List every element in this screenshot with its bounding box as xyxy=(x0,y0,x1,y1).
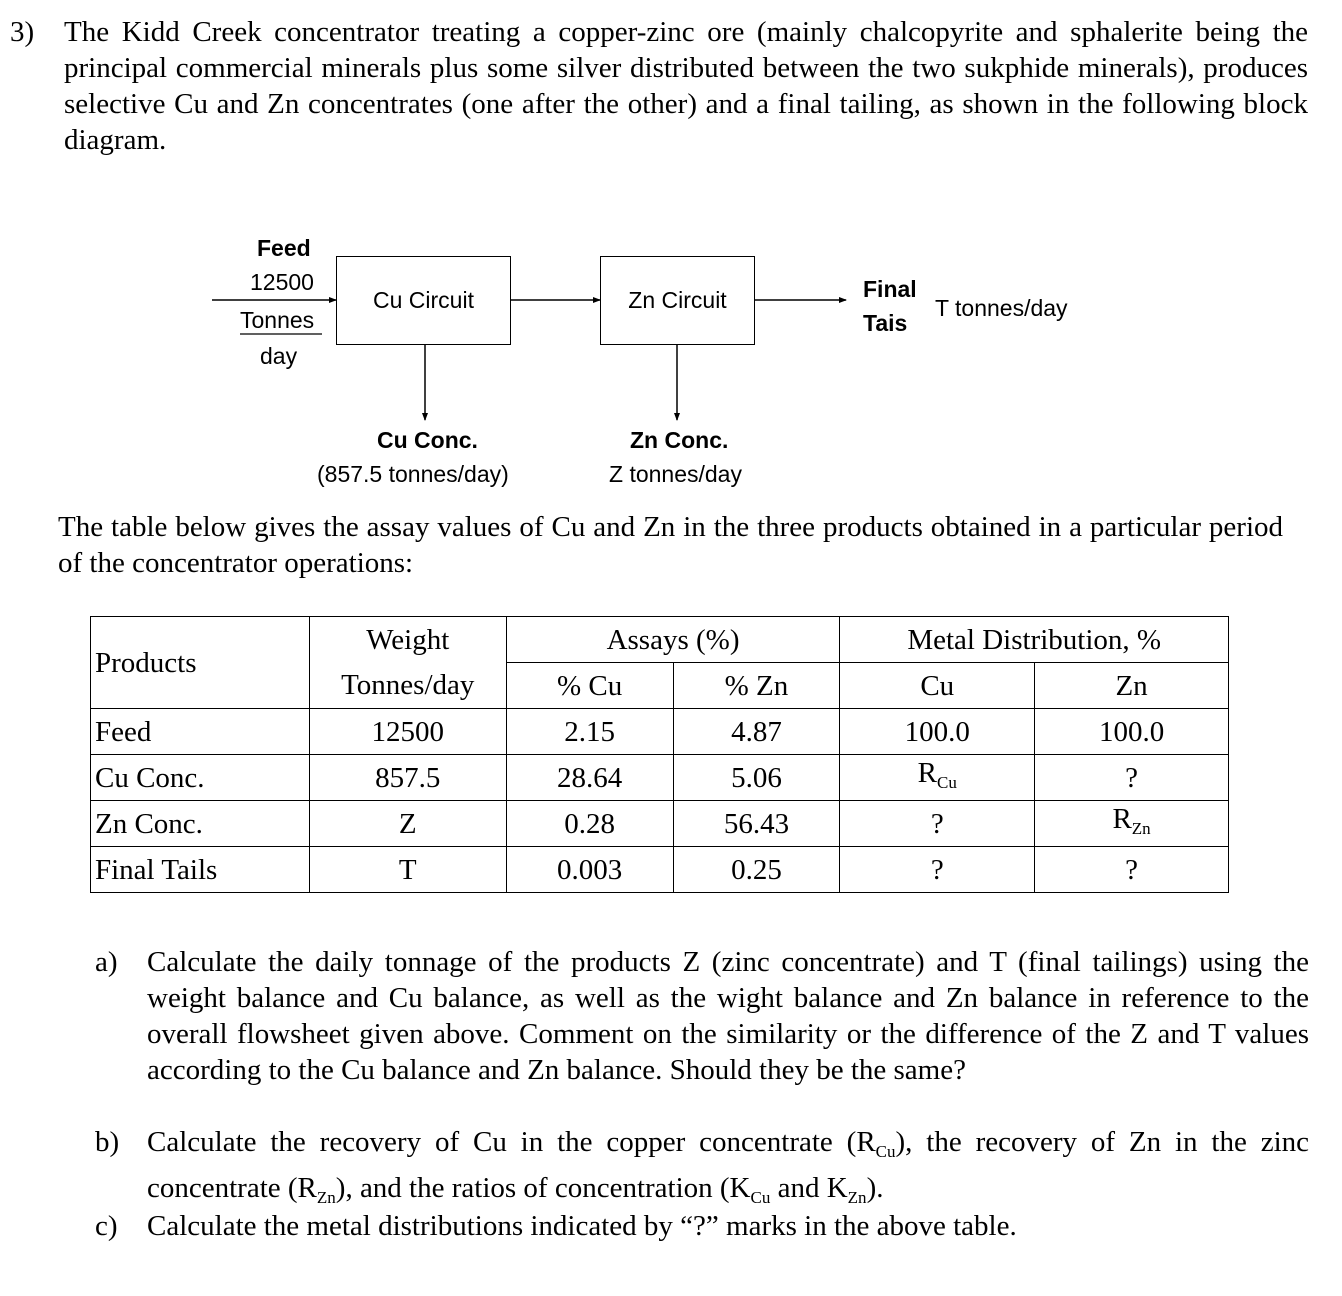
header-dist-zn: Zn xyxy=(1035,663,1229,709)
part-c-text: Calculate the metal distributions indicated by “?” marks in the above table. xyxy=(147,1210,1017,1242)
cell-pct-cu: 0.28 xyxy=(506,801,673,847)
cell-weight: T xyxy=(309,847,506,893)
part-b-subscript: Cu xyxy=(875,1142,896,1161)
header-pct-zn: % Zn xyxy=(673,663,840,709)
part-b-text-segment: and K xyxy=(770,1172,848,1204)
cell-dist-zn: ? xyxy=(1035,847,1229,893)
cell-pct-zn: 0.25 xyxy=(673,847,840,893)
final-tails-label-line1: Final xyxy=(863,276,917,302)
question-intro: The Kidd Creek concentrator treating a copper-zinc ore (mainly chalcopyrite and sphalerite being the principal commercial minerals plus some silver distributed between the two sukphide minerals), produces selective Cu and Zn concentrates (one after the other) and a final tailing, as shown in the following block diagram. xyxy=(64,16,1308,156)
recovery-zn-symbol: R xyxy=(1112,802,1132,835)
part-b-label: b) xyxy=(95,1126,120,1158)
part-b-subscript: Cu xyxy=(750,1188,771,1207)
header-products: Products xyxy=(91,617,310,709)
cell-dist-cu: ? xyxy=(840,847,1035,893)
table-row xyxy=(91,709,1229,755)
feed-value: 12500 xyxy=(250,269,314,295)
cell-dist-zn: ? xyxy=(1035,755,1229,801)
table-intro: The table below gives the assay values of Cu and Zn in the three products obtained in a particular period of the concentrator operations: xyxy=(58,511,1283,579)
cell-pct-cu: 0.003 xyxy=(506,847,673,893)
header-assays: Assays (%) xyxy=(506,617,840,663)
table-row xyxy=(91,755,1229,801)
recovery-cu-symbol: R xyxy=(917,756,937,789)
cu-conc-label: Cu Conc. xyxy=(377,427,478,453)
recovery-cu-subscript: Cu xyxy=(937,772,957,792)
part-b-text-segment: ). xyxy=(866,1172,884,1204)
cu-circuit-label: Cu Circuit xyxy=(373,287,474,313)
cell-weight: Z xyxy=(309,801,506,847)
cell-dist-cu: 100.0 xyxy=(840,709,1035,755)
feed-label: Feed xyxy=(257,235,311,261)
assay-table xyxy=(90,616,1229,893)
part-a-label: a) xyxy=(95,946,118,978)
cell-pct-zn: 4.87 xyxy=(673,709,840,755)
header-weight-unit: Tonnes/day xyxy=(309,663,506,709)
cell-product: Cu Conc. xyxy=(91,755,310,801)
block-diagram xyxy=(0,220,1342,500)
header-weight: Weight xyxy=(309,617,506,663)
cell-product: Final Tails xyxy=(91,847,310,893)
cell-dist-cu xyxy=(840,755,1035,801)
zn-conc-rate: Z tonnes/day xyxy=(609,461,742,487)
question-number: 3) xyxy=(10,16,35,48)
part-c-label: c) xyxy=(95,1210,118,1242)
table-header-row xyxy=(91,617,1229,663)
header-dist-cu: Cu xyxy=(840,663,1035,709)
final-tails-rate: T tonnes/day xyxy=(935,295,1068,321)
cell-pct-cu: 2.15 xyxy=(506,709,673,755)
cell-product: Feed xyxy=(91,709,310,755)
part-b-text xyxy=(147,1124,1309,1216)
cell-weight: 12500 xyxy=(309,709,506,755)
part-b-subscript: Zn xyxy=(847,1188,867,1207)
zn-circuit-label: Zn Circuit xyxy=(628,287,727,313)
cu-conc-rate: (857.5 tonnes/day) xyxy=(317,461,509,487)
part-b-text-segment: Calculate the recovery of Cu in the copper concentrate (R xyxy=(147,1126,876,1158)
cu-circuit-box xyxy=(336,256,511,345)
part-b-text-segment: ), and the ratios of concentration (K xyxy=(335,1172,751,1204)
zn-conc-label: Zn Conc. xyxy=(630,427,729,453)
cell-pct-zn: 56.43 xyxy=(673,801,840,847)
cell-pct-zn: 5.06 xyxy=(673,755,840,801)
recovery-zn-subscript: Zn xyxy=(1131,818,1151,838)
header-pct-cu: % Cu xyxy=(506,663,673,709)
table-row xyxy=(91,847,1229,893)
cell-dist-cu: ? xyxy=(840,801,1035,847)
table-row xyxy=(91,801,1229,847)
cell-dist-zn xyxy=(1035,801,1229,847)
feed-unit-bottom: day xyxy=(260,343,298,369)
feed-unit-top: Tonnes xyxy=(240,307,315,333)
cell-product: Zn Conc. xyxy=(91,801,310,847)
zn-circuit-box xyxy=(600,256,755,345)
part-b-subscript: Zn xyxy=(316,1188,336,1207)
part-a-text: Calculate the daily tonnage of the products Z (zinc concentrate) and T (final tailings) using the weight balance and Cu balance, as well as the wight balance and Zn balance in reference to the overall flowsheet given above. Comment on the similarity or the difference of the Z and T values according to the Cu balance and Zn balance. Should they be the same? xyxy=(147,946,1309,1086)
cell-weight: 857.5 xyxy=(309,755,506,801)
header-distribution: Metal Distribution, % xyxy=(840,617,1229,663)
final-tails-label-line2: Tais xyxy=(863,310,908,336)
cell-dist-zn: 100.0 xyxy=(1035,709,1229,755)
cell-pct-cu: 28.64 xyxy=(506,755,673,801)
part-b-text-segment: ), the recovery of Zn in the zinc concentrate (R xyxy=(147,1126,1309,1204)
